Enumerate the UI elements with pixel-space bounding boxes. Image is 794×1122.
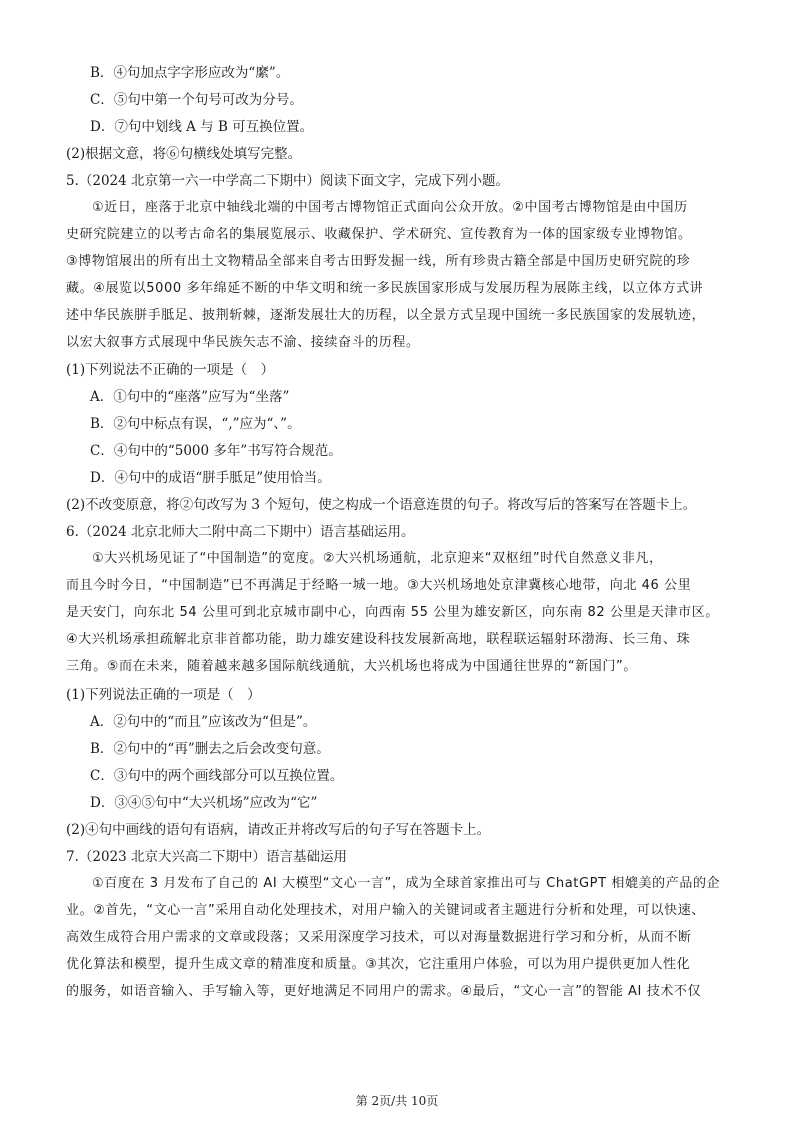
text-line: (2)不改变原意，将②句改写为 3 个短句，使之构成一个语意连贯的句子。将改写后的答案写在答题卡上。 <box>66 497 697 513</box>
text-line: C．⑤句中第一个句号可改为分号。 <box>90 92 303 108</box>
text-line: ④大兴机场承担疏解北京非首都功能，助力雄安建设科技发展新高地，联程联运辐射环渤海、长三角、珠 <box>66 632 691 647</box>
text-line: C．④句中的“5000 多年”书写符合规范。 <box>90 443 342 459</box>
text-line: B．②句中的“再”删去之后会改变句意。 <box>90 741 330 757</box>
text-line: 5.（2024 北京第一六一中学高二下期中）阅读下面文字，完成下列小题。 <box>66 173 510 189</box>
text-line: 而且今时今日，“中国制造”已不再满足于经略一城一地。③大兴机场地处京津冀核心地带，向北 46 公里 <box>66 578 692 593</box>
text-line: A．①句中的“座落”应写为“坐落” <box>90 389 290 405</box>
text-line: (1)下列说法不正确的一项是（ ） <box>66 362 275 378</box>
text-line: D．③④⑤句中“大兴机场”应改为“它” <box>90 795 318 811</box>
text-line: A．②句中的“而且”应该改为“但是”。 <box>90 714 317 730</box>
text-line: 高效生成符合用户需求的文章或段落；又采用深度学习技术，可以对海量数据进行学习和分析，从而不断 <box>66 930 692 945</box>
text-line: D．④句中的成语“胼手胝足”使用恰当。 <box>90 470 331 486</box>
text-line: 的服务，如语音输入、手写输入等，更好地满足不同用户的需求。④最后，“文心一言”的智能 AI 技术不仅 <box>66 984 702 999</box>
text-line: 述中华民族胼手胝足、披荆斩棘，逐渐发展壮大的历程，以全景方式呈现中国统一多民族国家的发展轨迹， <box>66 308 706 323</box>
page-footer: 第 2页/共 10页 <box>355 1094 439 1108</box>
text-line: 藏。④展览以5000 多年绵延不断的中华文明和统一多民族国家形成与发展历程为展陈主线，以立体方式讲 <box>66 281 704 296</box>
text-line: C．③句中的两个画线部分可以互换位置。 <box>90 768 344 784</box>
text-line: ①大兴机场见证了“中国制造”的宽度。②大兴机场通航，北京迎来“双枢纽”时代自然意义非凡， <box>92 551 663 566</box>
text-line: 7.（2023 北京大兴高二下期中）语言基础运用 <box>66 849 348 865</box>
text-line: 以宏大叙事方式展现中华民族矢志不渝、接续奋斗的历程。 <box>66 335 420 350</box>
text-line: 是天安门，向东北 54 公里可到北京城市副中心，向西南 55 公里为雄安新区，向东南 82 公里是天津市区。 <box>66 605 719 620</box>
text-line: (1)下列说法正确的一项是（ ） <box>66 687 261 703</box>
text-line: B．④句加点字字形应改为“縻”。 <box>90 65 290 81</box>
text-line: 业。②首先，“文心一言”采用自动化处理技术，对用户输入的关键词或者主题进行分析和处理，可以快速、 <box>66 903 705 918</box>
text-line: (2)④句中画线的语句有语病，请改正并将改写后的句子写在答题卡上。 <box>66 822 491 838</box>
text-line: 优化算法和模型，提升生成文章的精准度和质量。③其次，它注重用户体验，可以为用户提供更加人性化 <box>66 957 691 972</box>
text-line: 史研究院建立的以考古命名的集展览展示、收藏保护、学术研究、宣传教育为一体的国家级专业博物馆。 <box>66 227 692 242</box>
text-line: ③博物馆展出的所有出土文物精品全部来自考古田野发掘一线，所有珍贵古籍全部是中国历史研究院的珍 <box>66 254 691 269</box>
text-line: ①近日，座落于北京中轴线北端的中国考古博物馆正式面向公众开放。②中国考古博物馆是由中国历 <box>92 200 688 215</box>
text-line: D．⑦句中划线 A 与 B 可互换位置。 <box>90 119 314 135</box>
text-line: 三角。⑤而在未来，随着越来越多国际航线通航，大兴机场也将成为中国通往世界的“新国门”。 <box>66 659 637 674</box>
text-line: 6.（2024 北京北师大二附中高二下期中）语言基础运用。 <box>66 524 415 540</box>
text-line: (2)根据文意，将⑥句横线处填写完整。 <box>66 146 302 162</box>
text-line: B．②句中标点有误，“,”应为“、”。 <box>90 416 301 432</box>
text-line: ①百度在 3 月发布了自己的 AI 大模型“文心一言”，成为全球首家推出可与 ChatGPT 相媲美的产品的企 <box>92 876 721 891</box>
